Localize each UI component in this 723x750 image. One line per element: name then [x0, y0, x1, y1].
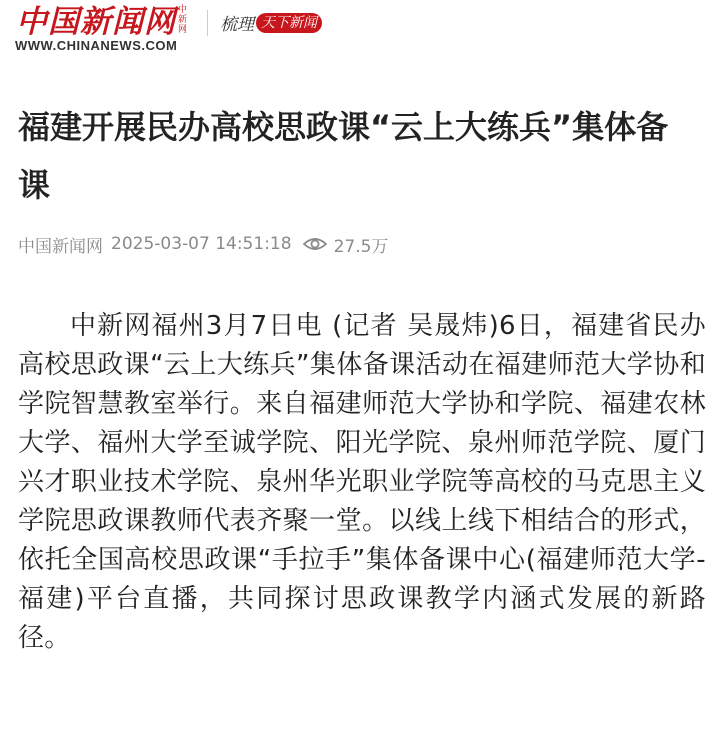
site-url[interactable]: WWW.CHINANEWS.COM [15, 38, 178, 53]
article-meta [18, 232, 388, 256]
site-header [0, 0, 723, 62]
article-title: 福建开展民办高校思政课“云上大练兵”集体备课 [18, 108, 669, 204]
view-count: 27.5万 [333, 236, 389, 257]
article-source[interactable]: 中国新闻网 [18, 236, 103, 257]
logo-small-text: 中新网 [178, 5, 188, 35]
site-slogan [220, 10, 322, 35]
article-datetime: 2025-03-07 14:51:18 [111, 234, 292, 254]
slogan-prefix: 梳理 [220, 15, 254, 35]
header-divider [207, 10, 208, 36]
slogan-seal: 天下新闻 [256, 13, 322, 33]
eye-icon [302, 234, 328, 254]
article-body: 中新网福州3月7日电 (记者 吴晟炜)6日，福建省民办高校思政课“云上大练兵”集体备课活动在福建师范大学协和学院智慧教室举行。来自福建师范大学协和学院、福建农林大学、福州大学至诚学院、阳光学院、泉州师范学院、厦门兴才职业技术学院、泉州华光职业学院等高校的马克思主义学院思政课教师代表齐聚一堂。以线上线下相结合的形式，依托全国高校思政课“手拉手”集体备课中心(福建师范大学-福建)平台直播，共同探讨思政课教学内涵式发展的新路径。 [18, 311, 706, 653]
site-logo[interactable]: 中国新闻网 [16, 4, 176, 40]
